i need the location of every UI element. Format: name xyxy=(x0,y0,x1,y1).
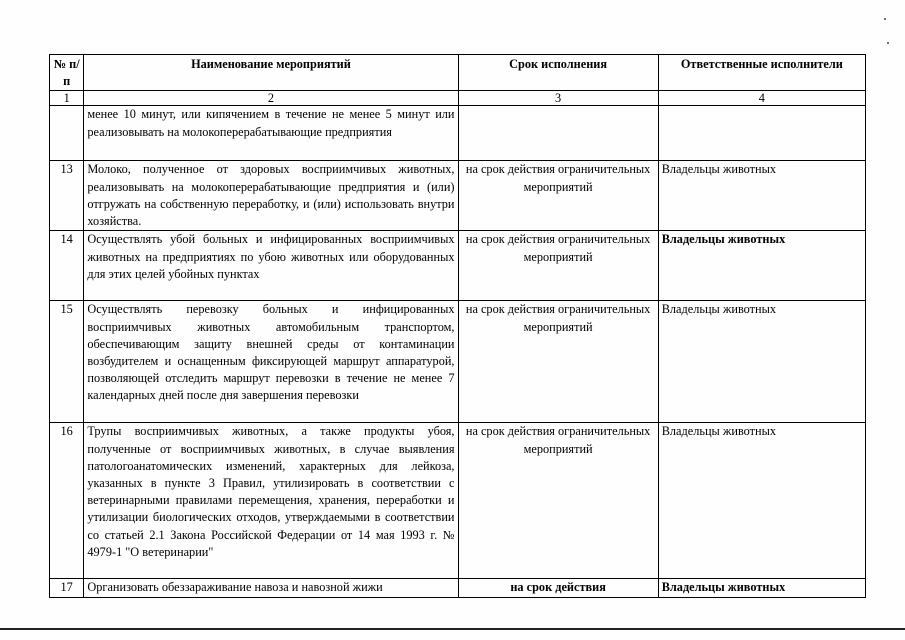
row-num: 14 xyxy=(50,231,84,301)
column-number: 2 xyxy=(84,91,458,106)
row-measure: Организовать обеззараживание навоза и навозной жижи xyxy=(84,579,458,597)
row-responsible: Владельцы животных xyxy=(658,423,865,579)
column-number: 4 xyxy=(658,91,865,106)
row-num: 13 xyxy=(50,161,84,231)
row-num: 16 xyxy=(50,423,84,579)
row-measure: Молоко, полученное от здоровых восприимчивых животных, реализовывать на молокоперерабатывающие предприятия и (или) отгружать на собственную переработку, и (или) использовать внутри хозяйства. xyxy=(84,161,458,231)
row-measure: Осуществлять убой больных и инфицированных восприимчивых животных на предприятиях по убою животных или оборудованных для этих целей убойных пунктах xyxy=(84,231,458,301)
table-row xyxy=(50,579,866,597)
row-responsible: Владельцы животных xyxy=(658,231,865,301)
measures-table xyxy=(49,54,866,598)
row-term: на срок действия ограничительных мероприятий xyxy=(458,301,658,423)
header-term: Срок исполнения xyxy=(458,55,658,91)
table-row xyxy=(50,423,866,579)
row-num: 15 xyxy=(50,301,84,423)
row-term xyxy=(458,106,658,161)
row-responsible: Владельцы животных xyxy=(658,161,865,231)
table-row xyxy=(50,106,866,161)
column-number: 3 xyxy=(458,91,658,106)
row-num xyxy=(50,106,84,161)
row-term: на срок действия ограничительных мероприятий xyxy=(458,423,658,579)
row-responsible: Владельцы животных xyxy=(658,579,865,597)
table-header-row xyxy=(50,55,866,91)
row-term: на срок действия ограничительных мероприятий xyxy=(458,231,658,301)
table-row xyxy=(50,231,866,301)
row-responsible xyxy=(658,106,865,161)
row-num: 17 xyxy=(50,579,84,597)
scan-speck xyxy=(884,18,886,20)
row-term: на срок действия ограничительных мероприятий xyxy=(458,161,658,231)
scan-speck xyxy=(887,42,889,44)
row-term: на срок действия xyxy=(458,579,658,597)
row-responsible: Владельцы животных xyxy=(658,301,865,423)
row-measure: менее 10 минут, или кипячением в течение не менее 5 минут или реализовывать на молокоперерабатывающие предприятия xyxy=(84,106,458,161)
header-resp: Ответственные исполнители xyxy=(658,55,865,91)
row-measure: Осуществлять перевозку больных и инфицированных восприимчивых животных автомобильным транспортом, обеспечивающим защиту внешней среды от контаминации возбудителем и оснащенным фиксирующей маршрут аппаратурой, позволяющей отследить маршрут перевозки в течение не менее 7 календарных дней после дня завершения перевозки xyxy=(84,301,458,423)
row-measure: Трупы восприимчивых животных, а также продукты убоя, полученные от восприимчивых животных, в случае выявления патологоанатомических изменений, характерных для лейкоза, указанных в пункте 3 Правил, утилизировать в соответствии с ветеринарными правилами перемещения, хранения, переработки и утилизации биологических отходов, утверждаемыми в соответствии со статьей 2.1 Закона Российской Федерации от 14 мая 1993 г. № 4979-1 "О ветеринарии" xyxy=(84,423,458,579)
column-numbers-row xyxy=(50,91,866,106)
column-number: 1 xyxy=(50,91,84,106)
page-bottom-edge xyxy=(0,628,905,630)
table-row xyxy=(50,301,866,423)
table-row xyxy=(50,161,866,231)
header-name: Наименование мероприятий xyxy=(84,55,458,91)
header-num: № п/п xyxy=(50,55,84,91)
